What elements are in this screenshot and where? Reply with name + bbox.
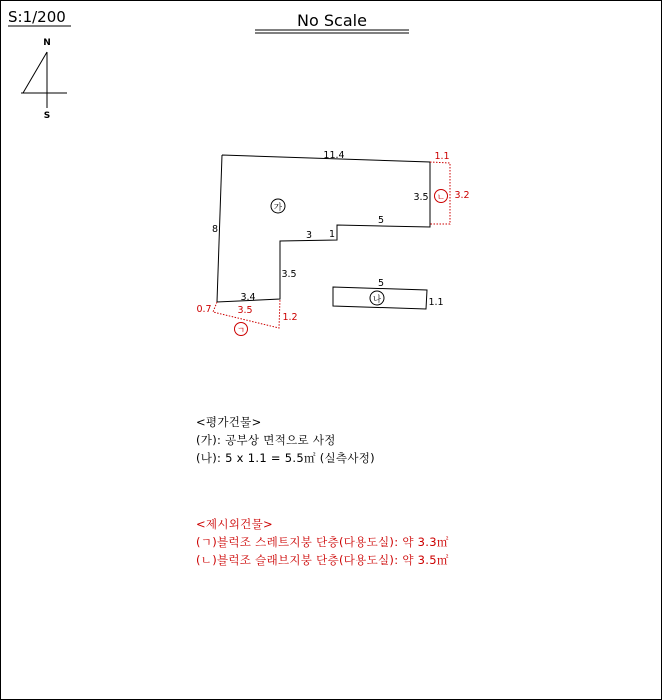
building-ga xyxy=(212,150,430,303)
building-na xyxy=(333,278,444,309)
page-title: No Scale xyxy=(297,11,367,30)
legend-evaluated-item-ga: (가): 공부상 면적으로 사정 xyxy=(196,433,336,447)
legend-excluded-title: <제시외건물> xyxy=(196,517,273,531)
outbuilding-giyeok xyxy=(196,299,297,336)
ga-dim-bottom: 3.4 xyxy=(240,292,256,303)
compass-south: S xyxy=(43,111,51,121)
legend-evaluated-title: <평가건물> xyxy=(196,415,262,429)
giyeok-label: ㄱ xyxy=(236,326,246,336)
ga-dim-step-mid: 3 xyxy=(305,230,313,241)
ga-dim-inner-vertical: 3.5 xyxy=(281,269,297,280)
giyeok-dim-left: 0.7 xyxy=(196,304,212,315)
legend-evaluated-item-na: (나): 5 x 1.1 = 5.5㎡ (실측사정) xyxy=(196,451,375,465)
nieun-dim-top: 1.1 xyxy=(434,151,450,162)
nieun-label: ㄴ xyxy=(436,193,446,203)
legend-excluded-item-nieun: (ㄴ)블럭조 슬래브지붕 단층(다용도실): 약 3.5㎡ xyxy=(196,553,449,567)
ga-dim-top: 11.4 xyxy=(323,150,345,161)
compass-north: N xyxy=(43,38,51,48)
scale-label: S:1/200 xyxy=(8,8,66,26)
giyeok-dim-right: 1.2 xyxy=(282,312,298,323)
legend-excluded xyxy=(196,515,449,569)
legend-evaluated xyxy=(196,413,375,467)
north-arrow-icon xyxy=(21,38,67,121)
ga-dim-step-small: 1 xyxy=(328,229,336,240)
nieun-dim-right: 3.2 xyxy=(454,190,470,201)
ga-label: 가 xyxy=(273,203,283,213)
na-dim-top: 5 xyxy=(377,278,385,289)
na-label: 나 xyxy=(372,295,382,305)
giyeok-dim-bottom: 3.5 xyxy=(237,305,253,316)
ga-dim-step-top: 5 xyxy=(377,215,385,226)
ga-dim-left: 8 xyxy=(211,224,219,235)
ga-dim-right-top: 3.5 xyxy=(413,192,429,203)
na-dim-right: 1.1 xyxy=(428,297,444,308)
outbuilding-nieun xyxy=(430,151,470,224)
legend-excluded-item-giyeok: (ㄱ)블럭조 스레트지붕 단층(다용도실): 약 3.3㎡ xyxy=(196,535,449,549)
